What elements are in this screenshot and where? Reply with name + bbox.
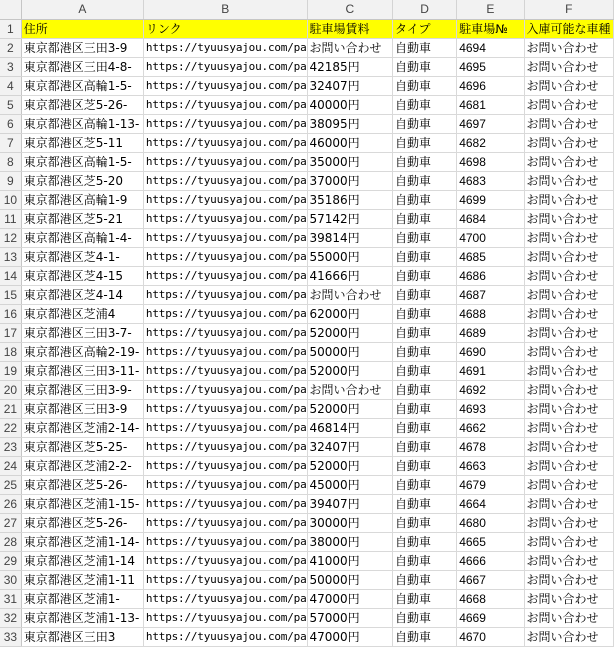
cell-link[interactable]: https://tyuusyajou.com/pa xyxy=(143,419,307,438)
cell-rent[interactable]: 39407円 xyxy=(307,495,393,514)
cell-link[interactable]: https://tyuusyajou.com/pa xyxy=(143,438,307,457)
row-header[interactable]: 4 xyxy=(0,77,21,96)
cell-type[interactable]: 自動車 xyxy=(393,343,457,362)
cell-vehicle-type[interactable]: お問い合わせ xyxy=(524,96,613,115)
cell-link[interactable]: https://tyuusyajou.com/pa xyxy=(143,533,307,552)
cell-link[interactable]: https://tyuusyajou.com/pa xyxy=(143,134,307,153)
cell-lot-number[interactable]: 4679 xyxy=(457,476,524,495)
row-header[interactable]: 5 xyxy=(0,96,21,115)
cell-type[interactable]: 自動車 xyxy=(393,571,457,590)
cell-rent[interactable]: 35186円 xyxy=(307,191,393,210)
header-cell-type[interactable]: タイプ xyxy=(393,20,457,39)
cell-vehicle-type[interactable]: お問い合わせ xyxy=(524,590,613,609)
cell-rent[interactable]: 45000円 xyxy=(307,476,393,495)
cell-address[interactable]: 東京都港区三田3-9- xyxy=(21,381,143,400)
cell-link[interactable]: https://tyuusyajou.com/pa xyxy=(143,58,307,77)
cell-type[interactable]: 自動車 xyxy=(393,191,457,210)
cell-lot-number[interactable]: 4688 xyxy=(457,305,524,324)
cell-type[interactable]: 自動車 xyxy=(393,267,457,286)
table-row xyxy=(0,381,614,400)
cell-link[interactable]: https://tyuusyajou.com/pa xyxy=(143,286,307,305)
cell-link[interactable]: https://tyuusyajou.com/pa xyxy=(143,571,307,590)
table-row xyxy=(0,58,614,77)
cell-lot-number[interactable]: 4664 xyxy=(457,495,524,514)
cell-address[interactable]: 東京都港区芝浦2-14- xyxy=(21,419,143,438)
row-header[interactable]: 26 xyxy=(0,495,21,514)
cell-lot-number[interactable]: 4667 xyxy=(457,571,524,590)
cell-link[interactable]: https://tyuusyajou.com/pa xyxy=(143,476,307,495)
cell-link[interactable]: https://tyuusyajou.com/pa xyxy=(143,172,307,191)
cell-rent[interactable]: 30000円 xyxy=(307,514,393,533)
cell-lot-number[interactable]: 4693 xyxy=(457,400,524,419)
table-row xyxy=(0,96,614,115)
cell-address[interactable]: 東京都港区芝浦4 xyxy=(21,305,143,324)
table-row xyxy=(0,533,614,552)
cell-vehicle-type[interactable]: お問い合わせ xyxy=(524,476,613,495)
cell-address[interactable]: 東京都港区高輪1-5- xyxy=(21,153,143,172)
cell-link[interactable]: https://tyuusyajou.com/pa xyxy=(143,324,307,343)
cell-link[interactable]: https://tyuusyajou.com/pa xyxy=(143,305,307,324)
cell-lot-number[interactable]: 4687 xyxy=(457,286,524,305)
cell-type[interactable]: 自動車 xyxy=(393,362,457,381)
cell-vehicle-type[interactable]: お問い合わせ xyxy=(524,571,613,590)
cell-type[interactable]: 自動車 xyxy=(393,172,457,191)
cell-lot-number[interactable]: 4669 xyxy=(457,609,524,628)
cell-rent[interactable]: お問い合わせ xyxy=(307,39,393,58)
cell-type[interactable]: 自動車 xyxy=(393,476,457,495)
cell-address[interactable]: 東京都港区三田3-9 xyxy=(21,39,143,58)
column-header-a[interactable]: A xyxy=(21,0,143,20)
table-row xyxy=(0,324,614,343)
cell-lot-number[interactable]: 4685 xyxy=(457,248,524,267)
cell-address[interactable]: 東京都港区高輪1-13- xyxy=(21,115,143,134)
cell-type[interactable]: 自動車 xyxy=(393,96,457,115)
cell-rent[interactable]: お問い合わせ xyxy=(307,381,393,400)
cell-vehicle-type[interactable]: お問い合わせ xyxy=(524,495,613,514)
cell-link[interactable]: https://tyuusyajou.com/pa xyxy=(143,628,307,647)
cell-address[interactable]: 東京都港区芝浦1-13- xyxy=(21,609,143,628)
cell-lot-number[interactable]: 4662 xyxy=(457,419,524,438)
cell-rent[interactable]: 46000円 xyxy=(307,134,393,153)
cell-vehicle-type[interactable]: お問い合わせ xyxy=(524,609,613,628)
cell-link[interactable]: https://tyuusyajou.com/pa xyxy=(143,381,307,400)
cell-lot-number[interactable]: 4698 xyxy=(457,153,524,172)
table-row xyxy=(0,362,614,381)
cell-lot-number[interactable]: 4683 xyxy=(457,172,524,191)
cell-type[interactable]: 自動車 xyxy=(393,533,457,552)
cell-address[interactable]: 東京都港区芝4-1- xyxy=(21,248,143,267)
cell-vehicle-type[interactable]: お問い合わせ xyxy=(524,267,613,286)
cell-rent[interactable]: 47000円 xyxy=(307,628,393,647)
cell-lot-number[interactable]: 4665 xyxy=(457,533,524,552)
row-header[interactable]: 6 xyxy=(0,115,21,134)
row-header[interactable]: 14 xyxy=(0,267,21,286)
row-header[interactable]: 29 xyxy=(0,552,21,571)
row-header[interactable]: 31 xyxy=(0,590,21,609)
cell-vehicle-type[interactable]: お問い合わせ xyxy=(524,438,613,457)
table-row xyxy=(0,438,614,457)
cell-lot-number[interactable]: 4696 xyxy=(457,77,524,96)
cell-rent[interactable]: 57142円 xyxy=(307,210,393,229)
cell-vehicle-type[interactable]: お問い合わせ xyxy=(524,552,613,571)
cell-type[interactable]: 自動車 xyxy=(393,58,457,77)
row-header[interactable]: 13 xyxy=(0,248,21,267)
cell-address[interactable]: 東京都港区高輪1-4- xyxy=(21,229,143,248)
row-header[interactable]: 30 xyxy=(0,571,21,590)
cell-lot-number[interactable]: 4684 xyxy=(457,210,524,229)
cell-link[interactable]: https://tyuusyajou.com/pa xyxy=(143,191,307,210)
cell-type[interactable]: 自動車 xyxy=(393,248,457,267)
row-header[interactable]: 33 xyxy=(0,628,21,647)
table-row xyxy=(0,248,614,267)
cell-lot-number[interactable]: 4697 xyxy=(457,115,524,134)
table-row xyxy=(0,609,614,628)
row-header[interactable]: 11 xyxy=(0,210,21,229)
cell-lot-number[interactable]: 4692 xyxy=(457,381,524,400)
row-header[interactable]: 20 xyxy=(0,381,21,400)
row-header[interactable]: 3 xyxy=(0,58,21,77)
cell-lot-number[interactable]: 4670 xyxy=(457,628,524,647)
row-header[interactable]: 9 xyxy=(0,172,21,191)
row-header[interactable]: 1 xyxy=(0,20,21,39)
cell-address[interactable]: 東京都港区芝4-14 xyxy=(21,286,143,305)
row-header[interactable]: 15 xyxy=(0,286,21,305)
cell-address[interactable]: 東京都港区高輪1-5- xyxy=(21,77,143,96)
cell-rent[interactable]: 35000円 xyxy=(307,153,393,172)
cell-type[interactable]: 自動車 xyxy=(393,552,457,571)
table-row xyxy=(0,476,614,495)
cell-address[interactable]: 東京都港区芝浦1-15- xyxy=(21,495,143,514)
cell-vehicle-type[interactable]: お問い合わせ xyxy=(524,457,613,476)
cell-address[interactable]: 東京都港区三田3 xyxy=(21,628,143,647)
cell-link[interactable]: https://tyuusyajou.com/pa xyxy=(143,609,307,628)
table-row xyxy=(0,134,614,153)
table-row xyxy=(0,267,614,286)
cell-rent[interactable]: 42185円 xyxy=(307,58,393,77)
cell-lot-number[interactable]: 4699 xyxy=(457,191,524,210)
row-header[interactable]: 2 xyxy=(0,39,21,58)
cell-vehicle-type[interactable]: お問い合わせ xyxy=(524,248,613,267)
table-row xyxy=(0,77,614,96)
cell-address[interactable]: 東京都港区三田3-9 xyxy=(21,400,143,419)
table-row xyxy=(0,172,614,191)
cell-vehicle-type[interactable]: お問い合わせ xyxy=(524,115,613,134)
cell-type[interactable]: 自動車 xyxy=(393,514,457,533)
cell-lot-number[interactable]: 4689 xyxy=(457,324,524,343)
cell-link[interactable]: https://tyuusyajou.com/pa xyxy=(143,495,307,514)
row-header[interactable]: 19 xyxy=(0,362,21,381)
cell-lot-number[interactable]: 4691 xyxy=(457,362,524,381)
row-header[interactable]: 16 xyxy=(0,305,21,324)
cell-rent[interactable]: 32407円 xyxy=(307,77,393,96)
cell-link[interactable]: https://tyuusyajou.com/pa xyxy=(143,552,307,571)
column-header-row xyxy=(0,0,614,20)
row-header[interactable]: 8 xyxy=(0,153,21,172)
table-row xyxy=(0,514,614,533)
cell-vehicle-type[interactable]: お問い合わせ xyxy=(524,39,613,58)
cell-vehicle-type[interactable]: お問い合わせ xyxy=(524,362,613,381)
cell-vehicle-type[interactable]: お問い合わせ xyxy=(524,229,613,248)
cell-type[interactable]: 自動車 xyxy=(393,324,457,343)
cell-type[interactable]: 自動車 xyxy=(393,381,457,400)
row-header[interactable]: 17 xyxy=(0,324,21,343)
table-row xyxy=(0,191,614,210)
column-header-b[interactable]: B xyxy=(143,0,307,20)
cell-vehicle-type[interactable]: お問い合わせ xyxy=(524,343,613,362)
cell-link[interactable]: https://tyuusyajou.com/pa xyxy=(143,400,307,419)
row-header[interactable]: 7 xyxy=(0,134,21,153)
cell-link[interactable]: https://tyuusyajou.com/pa xyxy=(143,267,307,286)
cell-type[interactable]: 自動車 xyxy=(393,229,457,248)
cell-link[interactable]: https://tyuusyajou.com/pa xyxy=(143,362,307,381)
cell-rent[interactable]: 38095円 xyxy=(307,115,393,134)
column-header-e[interactable]: E xyxy=(457,0,524,20)
cell-type[interactable]: 自動車 xyxy=(393,77,457,96)
cell-type[interactable]: 自動車 xyxy=(393,134,457,153)
row-header[interactable]: 18 xyxy=(0,343,21,362)
header-cell-lot-number[interactable]: 駐車場№ xyxy=(457,20,524,39)
header-cell-link[interactable]: リンク xyxy=(143,20,307,39)
cell-rent[interactable]: 50000円 xyxy=(307,343,393,362)
cell-rent[interactable]: 37000円 xyxy=(307,172,393,191)
cell-rent[interactable]: 57000円 xyxy=(307,609,393,628)
cell-type[interactable]: 自動車 xyxy=(393,628,457,647)
cell-lot-number[interactable]: 4680 xyxy=(457,514,524,533)
cell-vehicle-type[interactable]: お問い合わせ xyxy=(524,305,613,324)
cell-type[interactable]: 自動車 xyxy=(393,39,457,58)
cell-rent[interactable]: 55000円 xyxy=(307,248,393,267)
cell-type[interactable]: 自動車 xyxy=(393,305,457,324)
cell-link[interactable]: https://tyuusyajou.com/pa xyxy=(143,248,307,267)
table-row xyxy=(0,495,614,514)
table-row xyxy=(0,286,614,305)
cell-vehicle-type[interactable]: お問い合わせ xyxy=(524,191,613,210)
cell-rent[interactable]: 32407円 xyxy=(307,438,393,457)
cell-vehicle-type[interactable]: お問い合わせ xyxy=(524,172,613,191)
cell-address[interactable]: 東京都港区芝浦2-2- xyxy=(21,457,143,476)
cell-rent[interactable]: 46814円 xyxy=(307,419,393,438)
cell-rent[interactable]: 52000円 xyxy=(307,457,393,476)
table-row xyxy=(0,628,614,647)
cell-link[interactable]: https://tyuusyajou.com/pa xyxy=(143,96,307,115)
table-row xyxy=(0,115,614,134)
cell-rent[interactable]: 52000円 xyxy=(307,324,393,343)
cell-rent[interactable]: 62000円 xyxy=(307,305,393,324)
cell-lot-number[interactable]: 4663 xyxy=(457,457,524,476)
cell-type[interactable]: 自動車 xyxy=(393,286,457,305)
cell-rent[interactable]: 50000円 xyxy=(307,571,393,590)
cell-type[interactable]: 自動車 xyxy=(393,400,457,419)
row-header[interactable]: 22 xyxy=(0,419,21,438)
cell-vehicle-type[interactable]: お問い合わせ xyxy=(524,381,613,400)
row-header[interactable]: 27 xyxy=(0,514,21,533)
table-row xyxy=(0,419,614,438)
cell-link[interactable]: https://tyuusyajou.com/pa xyxy=(143,115,307,134)
select-all-corner[interactable] xyxy=(0,0,21,20)
cell-type[interactable]: 自動車 xyxy=(393,210,457,229)
cell-lot-number[interactable]: 4666 xyxy=(457,552,524,571)
cell-link[interactable]: https://tyuusyajou.com/pa xyxy=(143,590,307,609)
table-row xyxy=(0,305,614,324)
cell-address[interactable]: 東京都港区芝5-20 xyxy=(21,172,143,191)
cell-link[interactable]: https://tyuusyajou.com/pa xyxy=(143,210,307,229)
cell-address[interactable]: 東京都港区芝5-26- xyxy=(21,514,143,533)
cell-vehicle-type[interactable]: お問い合わせ xyxy=(524,58,613,77)
cell-rent[interactable]: 39814円 xyxy=(307,229,393,248)
cell-type[interactable]: 自動車 xyxy=(393,590,457,609)
table-row xyxy=(0,590,614,609)
cell-address[interactable]: 東京都港区芝浦1-14- xyxy=(21,533,143,552)
cell-address[interactable]: 東京都港区芝5-26- xyxy=(21,476,143,495)
cell-address[interactable]: 東京都港区高輪1-9 xyxy=(21,191,143,210)
column-header-f[interactable]: F xyxy=(524,0,613,20)
cell-vehicle-type[interactable]: お問い合わせ xyxy=(524,419,613,438)
cell-vehicle-type[interactable]: お問い合わせ xyxy=(524,77,613,96)
cell-lot-number[interactable]: 4678 xyxy=(457,438,524,457)
cell-lot-number[interactable]: 4686 xyxy=(457,267,524,286)
cell-address[interactable]: 東京都港区芝5-11 xyxy=(21,134,143,153)
cell-lot-number[interactable]: 4681 xyxy=(457,96,524,115)
cell-type[interactable]: 自動車 xyxy=(393,153,457,172)
row-header[interactable]: 21 xyxy=(0,400,21,419)
cell-lot-number[interactable]: 4695 xyxy=(457,58,524,77)
cell-vehicle-type[interactable]: お問い合わせ xyxy=(524,514,613,533)
cell-vehicle-type[interactable]: お問い合わせ xyxy=(524,134,613,153)
column-header-d[interactable]: D xyxy=(393,0,457,20)
row-header[interactable]: 28 xyxy=(0,533,21,552)
cell-address[interactable]: 東京都港区芝5-21 xyxy=(21,210,143,229)
cell-vehicle-type[interactable]: お問い合わせ xyxy=(524,533,613,552)
cell-rent[interactable]: 47000円 xyxy=(307,590,393,609)
table-row xyxy=(0,210,614,229)
cell-vehicle-type[interactable]: お問い合わせ xyxy=(524,324,613,343)
cell-type[interactable]: 自動車 xyxy=(393,419,457,438)
cell-address[interactable]: 東京都港区芝5-25- xyxy=(21,438,143,457)
row-header[interactable]: 23 xyxy=(0,438,21,457)
cell-address[interactable]: 東京都港区三田3-11- xyxy=(21,362,143,381)
table-row xyxy=(0,400,614,419)
cell-address[interactable]: 東京都港区三田4-8- xyxy=(21,58,143,77)
cell-type[interactable]: 自動車 xyxy=(393,609,457,628)
row-header[interactable]: 10 xyxy=(0,191,21,210)
cell-address[interactable]: 東京都港区芝浦1- xyxy=(21,590,143,609)
cell-rent[interactable]: 41666円 xyxy=(307,267,393,286)
row-header[interactable]: 25 xyxy=(0,476,21,495)
cell-vehicle-type[interactable]: お問い合わせ xyxy=(524,286,613,305)
cell-address[interactable]: 東京都港区芝5-26- xyxy=(21,96,143,115)
cell-address[interactable]: 東京都港区芝浦1-11 xyxy=(21,571,143,590)
header-data-row xyxy=(0,20,614,39)
table-row xyxy=(0,343,614,362)
cell-type[interactable]: 自動車 xyxy=(393,115,457,134)
cell-vehicle-type[interactable]: お問い合わせ xyxy=(524,400,613,419)
row-header[interactable]: 24 xyxy=(0,457,21,476)
cell-rent[interactable]: 38000円 xyxy=(307,533,393,552)
cell-lot-number[interactable]: 4700 xyxy=(457,229,524,248)
cell-link[interactable]: https://tyuusyajou.com/pa xyxy=(143,229,307,248)
table-row xyxy=(0,552,614,571)
cell-rent[interactable]: 40000円 xyxy=(307,96,393,115)
table-row xyxy=(0,153,614,172)
cell-vehicle-type[interactable]: お問い合わせ xyxy=(524,153,613,172)
cell-rent[interactable]: 52000円 xyxy=(307,400,393,419)
cell-rent[interactable]: お問い合わせ xyxy=(307,286,393,305)
cell-link[interactable]: https://tyuusyajou.com/pa xyxy=(143,77,307,96)
cell-link[interactable]: https://tyuusyajou.com/pa xyxy=(143,39,307,58)
cell-address[interactable]: 東京都港区三田3-7- xyxy=(21,324,143,343)
table-row xyxy=(0,229,614,248)
header-cell-address[interactable]: 住所 xyxy=(21,20,143,39)
row-header[interactable]: 12 xyxy=(0,229,21,248)
cell-address[interactable]: 東京都港区芝浦1-14 xyxy=(21,552,143,571)
cell-address[interactable]: 東京都港区芝4-15 xyxy=(21,267,143,286)
header-cell-vehicle-type[interactable]: 入庫可能な車種 xyxy=(524,20,613,39)
cell-link[interactable]: https://tyuusyajou.com/pa xyxy=(143,457,307,476)
cell-vehicle-type[interactable]: お問い合わせ xyxy=(524,210,613,229)
table-row xyxy=(0,571,614,590)
cell-lot-number[interactable]: 4690 xyxy=(457,343,524,362)
cell-type[interactable]: 自動車 xyxy=(393,457,457,476)
column-header-c[interactable]: C xyxy=(307,0,393,20)
cell-vehicle-type[interactable]: お問い合わせ xyxy=(524,628,613,647)
cell-rent[interactable]: 41000円 xyxy=(307,552,393,571)
table-row xyxy=(0,457,614,476)
cell-link[interactable]: https://tyuusyajou.com/pa xyxy=(143,153,307,172)
header-cell-rent[interactable]: 駐車場賃料 xyxy=(307,20,393,39)
cell-lot-number[interactable]: 4694 xyxy=(457,39,524,58)
table-row xyxy=(0,39,614,58)
cell-lot-number[interactable]: 4668 xyxy=(457,590,524,609)
row-header[interactable]: 32 xyxy=(0,609,21,628)
cell-link[interactable]: https://tyuusyajou.com/pa xyxy=(143,343,307,362)
cell-rent[interactable]: 52000円 xyxy=(307,362,393,381)
cell-type[interactable]: 自動車 xyxy=(393,495,457,514)
cell-lot-number[interactable]: 4682 xyxy=(457,134,524,153)
cell-type[interactable]: 自動車 xyxy=(393,438,457,457)
cell-address[interactable]: 東京都港区高輪2-19- xyxy=(21,343,143,362)
cell-link[interactable]: https://tyuusyajou.com/pa xyxy=(143,514,307,533)
